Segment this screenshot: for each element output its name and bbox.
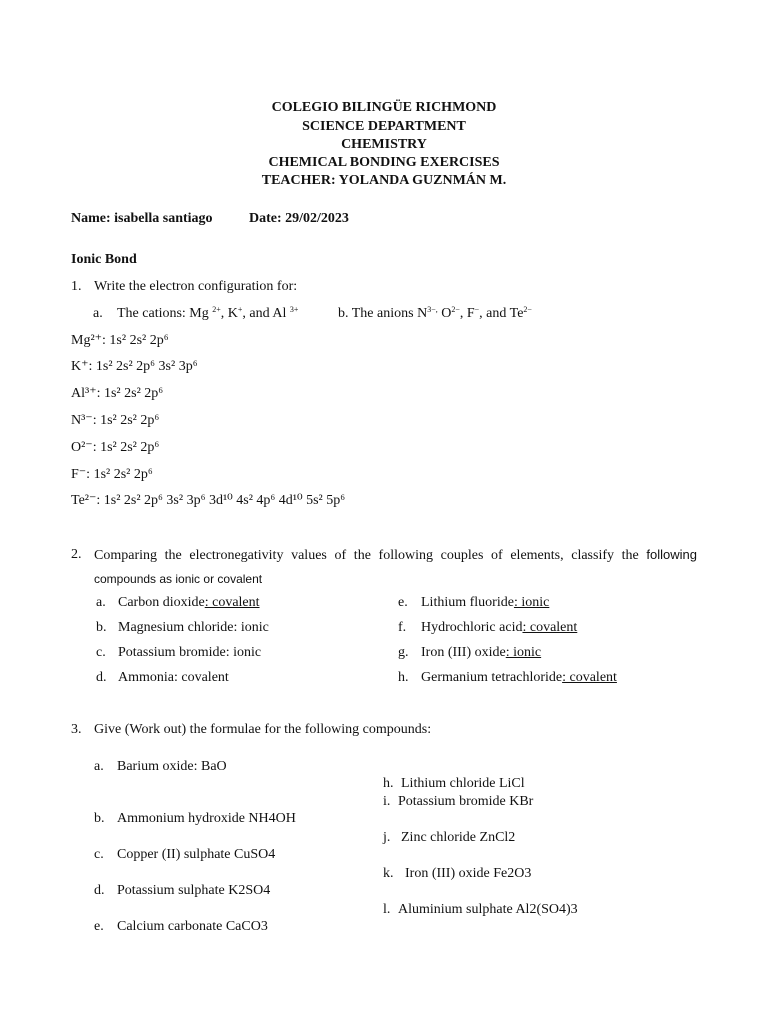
item-marker: e.	[94, 919, 104, 934]
classification-item: Lithium fluoride: ionic	[421, 595, 550, 610]
item-marker: i.	[383, 794, 391, 809]
subject-name: CHEMISTRY	[341, 137, 427, 152]
classification-item: Potassium bromide: ionic	[118, 645, 262, 660]
classification-item: Carbon dioxide: covalent	[118, 595, 260, 610]
answer-line: Te²⁻: 1s² 2s² 2p⁶ 3s² 3p⁶ 3d¹⁰ 4s² 4p⁶ 4d¹⁰ 5s² 5p⁶	[71, 493, 346, 508]
question-number: 1.	[71, 279, 82, 294]
item-marker: e.	[398, 595, 408, 610]
item-marker: h.	[398, 670, 409, 685]
answer-line: Al³⁺: 1s² 2s² 2p⁶	[71, 386, 164, 401]
item-marker: g.	[398, 645, 409, 660]
formula-item: Lithium chloride LiCl	[401, 776, 525, 791]
question-prompt-continued: compounds as ionic or covalent	[94, 572, 263, 586]
item-marker: f.	[398, 620, 407, 635]
item-marker: l.	[383, 902, 391, 917]
formula-item: Calcium carbonate CaCO3	[117, 919, 268, 934]
anions-prompt: b. The anions $N^{3-,}$ $O^{2-}$, F−, and $Te^{2-}$	[338, 305, 532, 321]
answer-line: K⁺: 1s² 2s² 2p⁶ 3s² 3p⁶	[71, 359, 198, 374]
formula-item: Ammonium hydroxide NH4OH	[117, 811, 296, 826]
item-marker: b.	[94, 811, 105, 826]
submission-date: Date: 29/02/2023	[249, 211, 349, 226]
item-marker: c.	[96, 645, 106, 660]
formula-item: Barium oxide: BaO	[117, 759, 227, 774]
formula-item: Potassium sulphate K2SO4	[117, 883, 271, 898]
section-title: Ionic Bond	[71, 252, 137, 267]
item-marker: d.	[94, 883, 105, 898]
classification-item: Ammonia: covalent	[118, 670, 229, 685]
part-a-marker: a.	[93, 306, 103, 321]
formula-item: Zinc chloride ZnCl2	[401, 830, 516, 845]
question-number: 3.	[71, 722, 82, 737]
classification-item: Germanium tetrachloride: covalent	[421, 670, 617, 685]
worksheet-title: CHEMICAL BONDING EXERCISES	[268, 155, 500, 170]
answer-line: Mg²⁺: 1s² 2s² 2p⁶	[71, 333, 169, 348]
item-marker: j.	[383, 830, 391, 845]
formula-item: Copper (II) sulphate CuSO4	[117, 847, 276, 862]
item-marker: h.	[383, 776, 394, 791]
formula-item: Aluminium sulphate Al2(SO4)3	[398, 902, 578, 917]
question-number: 2.	[71, 547, 82, 562]
item-marker: d.	[96, 670, 107, 685]
classification-item: Iron (III) oxide: ionic	[421, 645, 542, 660]
question-prompt: Give (Work out) the formulae for the following compounds:	[94, 722, 432, 737]
question-prompt: Comparing the electronegativity values of the following couples of elements, classify the following	[94, 547, 697, 563]
answer-line: N³⁻: 1s² 2s² 2p⁶	[71, 413, 160, 428]
school-name: COLEGIO BILINGÜE RICHMOND	[271, 100, 497, 115]
classification-item: Magnesium chloride: ionic	[118, 620, 269, 635]
formula-item: Iron (III) oxide Fe2O3	[405, 866, 532, 881]
department-name: SCIENCE DEPARTMENT	[302, 119, 466, 134]
item-marker: k.	[383, 866, 394, 881]
cations-prompt: The cations: Mg $^{2+}$, K+, and Al $^{3+}$	[117, 305, 299, 321]
question-prompt: Write the electron configuration for:	[94, 279, 298, 294]
item-marker: a.	[94, 759, 104, 774]
student-name: Name: isabella santiago	[71, 211, 213, 226]
item-marker: c.	[94, 847, 104, 862]
formula-item: Potassium bromide KBr	[398, 794, 534, 809]
answer-line: F⁻: 1s² 2s² 2p⁶	[71, 467, 153, 482]
item-marker: a.	[96, 595, 106, 610]
answer-line: O²⁻: 1s² 2s² 2p⁶	[71, 440, 160, 455]
classification-item: Hydrochloric acid: covalent	[421, 620, 578, 635]
teacher-name: TEACHER: YOLANDA GUZNMÁN M.	[261, 173, 507, 188]
item-marker: b.	[96, 620, 107, 635]
